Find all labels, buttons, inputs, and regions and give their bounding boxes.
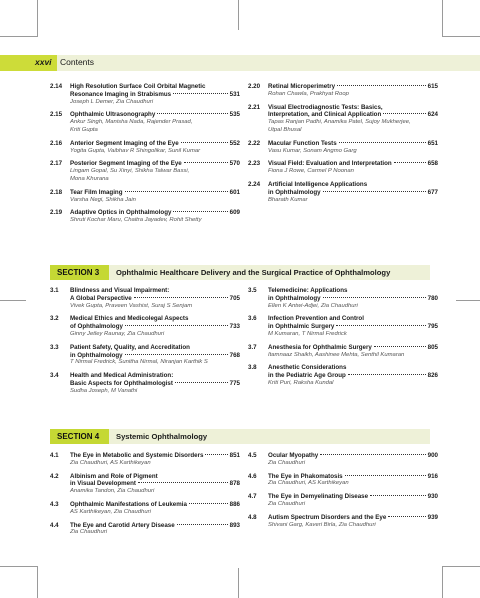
dot-leader <box>189 503 228 504</box>
chapter-number: 4.3 <box>50 500 59 508</box>
dot-leader <box>134 297 228 298</box>
chapter-title: in Ophthalmology <box>70 351 123 359</box>
chapter-authors: Varsha Negi, Shikha Jain <box>70 196 136 203</box>
chapter-number: 3.2 <box>50 315 59 323</box>
dot-leader <box>348 374 426 375</box>
chapter-title-line <box>70 189 240 197</box>
chapter-title-line: Patient Safety, Quality, and Accreditation <box>70 343 190 351</box>
toc-column-left <box>50 83 240 230</box>
chapter-authors: Shruti Kochar Maru, Chaitra Jayadev, Rohit Shetty <box>70 217 202 224</box>
chapter-authors: Anamika Tandon, Zia Chaudhuri <box>70 488 155 495</box>
chapter-title: The Eye and Carotid Artery Disease <box>70 521 175 529</box>
toc-entry <box>50 189 240 205</box>
chapter-number: 2.20 <box>248 83 261 90</box>
section-title: Ophthalmic Healthcare Delivery and the Surgical Practice of Ophthalmology <box>116 268 391 277</box>
toc-entry <box>248 344 438 360</box>
chapter-title-line <box>268 83 438 91</box>
chapter-authors: Rohan Chawla, Prakhyat Roop <box>268 90 349 97</box>
chapter-authors: Yogita Gupta, Vaibhav R Shingolikar, Sunil Kumar <box>70 147 201 154</box>
chapter-authors: Mona Khurana <box>70 175 109 182</box>
chapter-authors: Zia Chaudhuri <box>268 459 306 466</box>
chapter-number: 4.5 <box>248 452 257 459</box>
chapter-title: Interpretation, and Clinical Application <box>268 111 382 119</box>
page-ref: 939 <box>427 513 438 521</box>
chapter-title-line <box>70 352 240 360</box>
chapter-title-line <box>70 501 240 509</box>
dot-leader <box>125 354 228 355</box>
chapter-number: 2.15 <box>50 111 63 119</box>
page-ref: 930 <box>427 493 438 501</box>
dot-leader <box>175 382 228 383</box>
page-ref: 658 <box>427 160 438 168</box>
chapter-number: 2.21 <box>248 103 261 111</box>
chapter-number: 2.19 <box>50 209 63 217</box>
chapter-title-line <box>70 295 240 303</box>
dot-leader <box>181 142 228 143</box>
chapter-title-line: Visual Electrodiagnostic Tests: Basics, <box>268 103 383 111</box>
section-3-heading <box>50 265 430 280</box>
chapter-title-line <box>70 140 240 148</box>
page-ref: 886 <box>229 500 240 508</box>
chapter-title: A Global Perspective <box>70 294 132 302</box>
toc-entry <box>248 493 438 509</box>
chapter-title: Anterior Segment Imaging of the Eye <box>70 139 179 147</box>
chapter-title-line <box>70 323 240 331</box>
chapter-title-line: Telemedicine: Applications <box>268 287 348 294</box>
toc-entry <box>50 160 240 183</box>
toc-entry <box>50 372 240 395</box>
page-ref: 552 <box>229 139 240 147</box>
page-ref: 916 <box>427 472 438 480</box>
chapter-authors: Joseph L Demer, Zia Chaudhuri <box>70 98 154 105</box>
chapter-number: 4.2 <box>50 472 59 480</box>
toc-entry <box>50 111 240 134</box>
page-ref: 531 <box>229 90 240 98</box>
page-ref: 795 <box>427 323 438 331</box>
chapter-title: Ocular Myopathy <box>268 452 319 459</box>
chapter-title-line: Anesthetic Considerations <box>268 364 347 372</box>
chapter-number: 4.4 <box>50 521 59 529</box>
chapter-authors: Zia Chaudhuri <box>268 500 306 507</box>
chapter-number: 3.7 <box>248 343 257 351</box>
toc-column-left <box>50 452 240 542</box>
page-ref: 733 <box>229 323 240 331</box>
chapter-authors: Utpal Bhusal <box>268 126 302 133</box>
chapter-authors: Sudha Joseph, M Vanathi <box>70 387 138 394</box>
dot-leader <box>157 113 227 114</box>
dot-leader <box>370 495 426 496</box>
chapter-title-line <box>268 160 438 168</box>
page-ref: 609 <box>229 209 240 217</box>
chapter-number: 3.5 <box>248 287 257 294</box>
chapter-authors: Ginny Jetley Raunay, Zia Chaudhuri <box>70 330 165 337</box>
chapter-title-line <box>70 91 240 99</box>
chapter-title: in Ophthalmology <box>268 188 321 196</box>
section-4-heading <box>50 429 430 444</box>
registration-mark <box>238 568 239 598</box>
chapter-title: The Eye in Demyelinating Disease <box>268 493 369 501</box>
toc-entry <box>50 522 240 538</box>
chapter-authors: T Nirmal Fredrick, Sunitha Nirmal, Niranjan Karthik S <box>70 359 208 366</box>
chapter-title: Resonance Imaging in Strabismus <box>70 90 172 98</box>
dot-leader <box>184 162 228 163</box>
dot-leader <box>320 454 425 455</box>
page-ref: 826 <box>427 372 438 380</box>
section-title: Systemic Ophthalmology <box>116 432 208 441</box>
chapter-title-line <box>268 473 438 481</box>
chapter-number: 3.8 <box>248 364 257 372</box>
registration-mark <box>0 300 26 301</box>
toc-entry <box>248 160 438 176</box>
chapter-authors: Kriti Puri, Raksha Kundal <box>268 379 334 386</box>
chapter-title-line: Albinism and Role of Pigment <box>70 472 158 480</box>
toc-entry <box>50 315 240 338</box>
chapter-number: 4.6 <box>248 472 257 480</box>
chapter-number: 2.22 <box>248 139 261 147</box>
chapter-title-line: Infection Prevention and Control <box>268 315 364 323</box>
chapter-number: 4.7 <box>248 493 257 501</box>
chapter-authors: Shivani Garg, Kaveri Birla, Zia Chaudhuri <box>268 521 376 528</box>
chapter-authors: M Kumaran, T Nirmal Fredrick <box>268 330 347 337</box>
registration-mark <box>238 0 239 30</box>
dot-leader <box>323 297 426 298</box>
dot-leader <box>125 325 228 326</box>
chapter-title: The Eye in Metabolic and Systemic Disorders <box>70 452 204 459</box>
chapter-authors: Kriti Gupta <box>70 126 98 133</box>
chapter-number: 2.14 <box>50 83 63 90</box>
page-ref: 893 <box>229 521 240 529</box>
chapter-title-line <box>268 452 438 460</box>
chapter-number: 2.23 <box>248 160 261 168</box>
chapter-title: in Ophthalmic Surgery <box>268 323 335 331</box>
registration-mark <box>456 300 480 301</box>
chapter-number: 3.6 <box>248 315 257 323</box>
crop-mark <box>442 566 443 598</box>
page-ref: 878 <box>229 480 240 488</box>
toc-entry <box>248 514 438 530</box>
chapter-number: 2.18 <box>50 188 63 196</box>
toc-entry <box>248 83 438 99</box>
toc-column-right <box>248 452 438 534</box>
chapter-authors: Ellen K Antwi-Adjei, Zia Chaudhuri <box>268 302 358 309</box>
dot-leader <box>173 211 227 212</box>
page-ref: 775 <box>229 379 240 387</box>
page-ref: 535 <box>229 111 240 119</box>
chapter-number: 3.4 <box>50 372 59 380</box>
chapter-authors: Itamnaaz Shaikh, Aashinee Mehta, Senthil Kumaran <box>268 351 405 358</box>
chapter-title-line <box>268 323 438 331</box>
chapter-title-line <box>268 189 438 197</box>
dot-leader <box>374 346 426 347</box>
page-ref: 615 <box>427 83 438 90</box>
chapter-title-line <box>70 111 240 119</box>
chapter-authors: Ankur Singh, Manisha Nada, Rajender Prasad, <box>70 119 193 126</box>
chapter-title-line <box>70 209 240 217</box>
page-ref: 624 <box>427 111 438 119</box>
page-ref: 851 <box>229 452 240 459</box>
crop-mark <box>442 36 480 37</box>
dot-leader <box>388 516 425 517</box>
chapter-title: in Ophthalmology <box>268 294 321 302</box>
chapter-number: 2.24 <box>248 180 261 188</box>
dot-leader <box>138 482 228 483</box>
dot-leader <box>125 191 228 192</box>
chapter-title: of Ophthalmology <box>70 323 123 331</box>
page-ref: 768 <box>229 351 240 359</box>
toc-column-left <box>50 287 240 401</box>
chapter-number: 2.17 <box>50 160 63 168</box>
chapter-authors: Zia Chaudhuri, AS Karthikeyan <box>70 459 151 466</box>
page-ref: 651 <box>427 139 438 147</box>
dot-leader <box>383 113 425 114</box>
dot-leader <box>339 142 426 143</box>
toc-entry <box>50 452 240 468</box>
running-header <box>0 55 480 71</box>
chapter-title-line <box>70 522 240 530</box>
page-ref: 900 <box>427 452 438 459</box>
chapter-title-line <box>268 111 438 119</box>
crop-mark <box>442 566 480 567</box>
toc-entry <box>248 181 438 204</box>
toc-entry <box>50 501 240 517</box>
crop-mark <box>37 566 38 598</box>
dot-leader <box>337 85 426 86</box>
dot-leader <box>336 325 425 326</box>
chapter-title: Autism Spectrum Disorders and the Eye <box>268 513 387 521</box>
toc-entry <box>248 473 438 489</box>
chapter-title-line: Medical Ethics and Medicolegal Aspects <box>70 315 189 323</box>
crop-mark <box>0 566 38 567</box>
toc-entry <box>248 140 438 156</box>
chapter-title: Posterior Segment Imaging of the Eye <box>70 160 182 168</box>
page-ref: 570 <box>229 160 240 168</box>
toc-column-right <box>248 83 438 209</box>
chapter-title-line <box>268 140 438 148</box>
page-ref: 805 <box>427 343 438 351</box>
chapter-title: Anesthesia for Ophthalmic Surgery <box>268 343 372 351</box>
toc-entry <box>248 452 438 468</box>
page-ref: 601 <box>229 188 240 196</box>
toc-entry <box>248 364 438 387</box>
section-label: SECTION 3 <box>50 265 109 280</box>
dot-leader <box>323 191 426 192</box>
chapter-authors: Bharath Kumar <box>268 196 308 203</box>
toc-entry <box>50 287 240 310</box>
toc-entry <box>50 209 240 225</box>
chapter-title: Adaptive Optics in Ophthalmology <box>70 209 172 217</box>
chapter-title-line <box>70 380 240 388</box>
chapter-authors: Fiona J Rowe, Carmel P Noonan <box>268 168 354 175</box>
page-ref: 677 <box>427 188 438 196</box>
chapter-title: Ophthalmic Ultrasonography <box>70 111 156 119</box>
toc-entry <box>248 315 438 338</box>
page-number: xxvi <box>35 57 52 67</box>
page-ref: 780 <box>427 294 438 302</box>
dot-leader <box>394 162 426 163</box>
chapter-authors: Vasu Kumar, Sonam Angmo Garg <box>268 147 357 154</box>
chapter-title: Macular Function Tests <box>268 139 337 147</box>
chapter-title: The Eye in Phakomatosis <box>268 472 343 480</box>
chapter-title: Ophthalmic Manifestations of Leukemia <box>70 500 187 508</box>
chapter-authors: AS Karthikeyan, Zia Chaudhuri <box>70 508 151 515</box>
chapter-authors: Vivek Gupta, Praveen Vashist, Suraj S Senjam <box>70 302 193 309</box>
crop-mark <box>442 0 443 36</box>
toc-entry <box>50 473 240 496</box>
dot-leader <box>205 454 227 455</box>
chapter-title-line: High Resolution Surface Coil Orbital Magnetic <box>70 83 206 90</box>
chapter-title-line: Blindness and Visual Impairment: <box>70 287 170 294</box>
chapter-title: in Visual Development <box>70 480 136 488</box>
dot-leader <box>173 93 228 94</box>
chapter-title: Visual Field: Evaluation and Interpretation <box>268 160 392 168</box>
toc-entry <box>50 83 240 106</box>
toc-column-right <box>248 287 438 393</box>
chapter-authors: Tapas Ranjan Padhi, Anamika Patel, Sujoy Mukherjee, <box>268 119 411 126</box>
chapter-title-line <box>268 372 438 380</box>
chapter-number: 3.3 <box>50 343 59 351</box>
chapter-authors: Zia Chaudhuri <box>70 529 108 536</box>
chapter-title-line: Artificial Intelligence Applications <box>268 180 368 188</box>
chapter-title-line <box>70 452 240 460</box>
chapter-title-line: Health and Medical Administration: <box>70 372 174 380</box>
toc-entry <box>50 140 240 156</box>
toc-entry <box>248 287 438 310</box>
chapter-title: Basic Aspects for Ophthalmologist <box>70 379 173 387</box>
chapter-number: 2.16 <box>50 139 63 147</box>
chapter-title: in the Pediatric Age Group <box>268 372 346 380</box>
chapter-number: 4.8 <box>248 513 257 521</box>
chapter-title-line <box>268 493 438 501</box>
dot-leader <box>345 475 426 476</box>
crop-mark <box>37 0 38 36</box>
chapter-title-line <box>268 344 438 352</box>
dot-leader <box>177 524 228 525</box>
chapter-title-line <box>268 295 438 303</box>
chapter-title: Tear Film Imaging <box>70 188 123 196</box>
crop-mark <box>0 36 38 37</box>
chapter-authors: Zia Chaudhuri, AS Karthikeyan <box>268 480 349 487</box>
chapter-title-line <box>70 480 240 488</box>
chapter-authors: Lingam Gopal, Su Xinyi, Shikha Talwar Bassi, <box>70 168 190 175</box>
chapter-title-line <box>70 160 240 168</box>
chapter-number: 3.1 <box>50 287 59 294</box>
chapter-title-line <box>268 514 438 522</box>
toc-entry <box>248 104 438 135</box>
page-title: Contents <box>60 57 95 67</box>
chapter-number: 4.1 <box>50 452 59 459</box>
toc-entry <box>50 344 240 367</box>
page-ref: 705 <box>229 294 240 302</box>
section-label: SECTION 4 <box>50 429 109 444</box>
chapter-title: Retinal Microperimetry <box>268 83 336 90</box>
